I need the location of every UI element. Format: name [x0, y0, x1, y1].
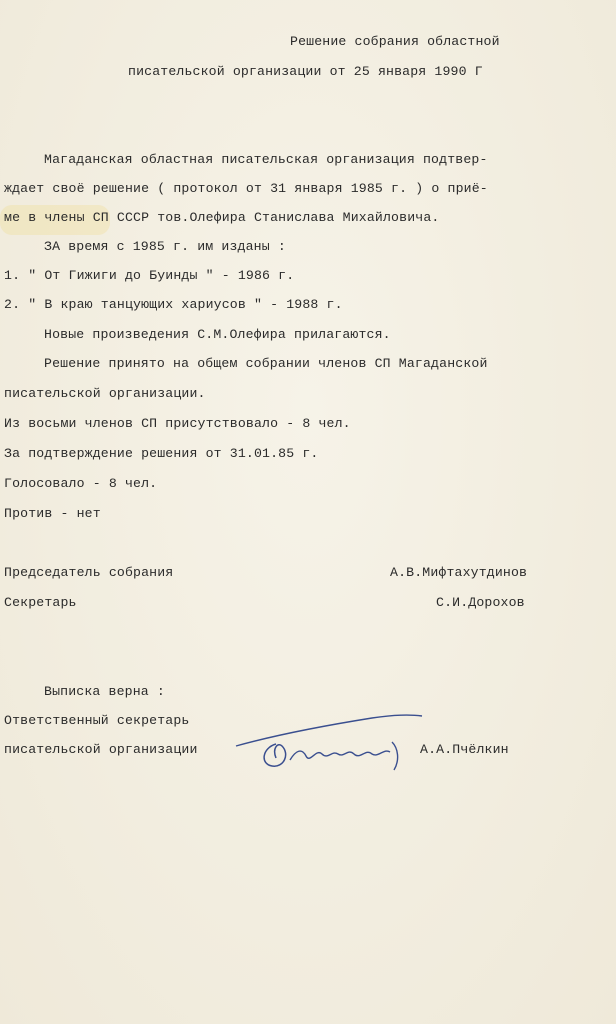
publication-2: 2. " В краю танцующих хариусов " - 1988 г.	[4, 297, 343, 312]
publications-intro: ЗА время с 1985 г. им изданы :	[44, 239, 286, 254]
paragraph-1-line-2: ждает своё решение ( протокол от 31 января 1985 г. ) о приё-	[4, 181, 488, 196]
extract-name: А.А.Пчёлкин	[420, 742, 509, 757]
chair-name: А.В.Мифтахутдинов	[390, 565, 528, 580]
extract-title: Выписка верна :	[44, 684, 165, 699]
paragraph-1-line-3: ме в члены СП СССР тов.Олефира Станислава Михайловича.	[4, 210, 440, 225]
new-works-line: Новые произведения С.М.Олефира прилагаются.	[44, 327, 391, 342]
handwritten-signature	[232, 708, 432, 778]
votes-line: Голосовало - 8 чел.	[4, 476, 158, 491]
extract-role-line-2: писательской организации	[4, 742, 198, 757]
paragraph-1-line-1: Магаданская областная писательская организация подтвер-	[44, 152, 488, 167]
extract-role-line-1: Ответственный секретарь	[4, 713, 190, 728]
publication-1: 1. " От Гижиги до Буинды " - 1986 г.	[4, 268, 295, 283]
confirmation-line: За подтверждение решения от 31.01.85 г.	[4, 446, 319, 461]
decision-line-2: писательской организации.	[4, 386, 206, 401]
chair-role: Председатель собрания	[4, 565, 174, 580]
decision-line-1: Решение принято на общем собрании членов СП Магаданской	[44, 356, 488, 371]
header-line-1: Решение собрания областной	[290, 34, 500, 49]
attendance-line: Из восьми членов СП присутствовало - 8 чел.	[4, 416, 351, 431]
against-line: Против - нет	[4, 506, 101, 521]
secretary-name: С.И.Дорохов	[436, 595, 525, 610]
header-line-2: писательской организации от 25 января 1990 Г	[128, 64, 483, 79]
secretary-role: Секретарь	[4, 595, 77, 610]
